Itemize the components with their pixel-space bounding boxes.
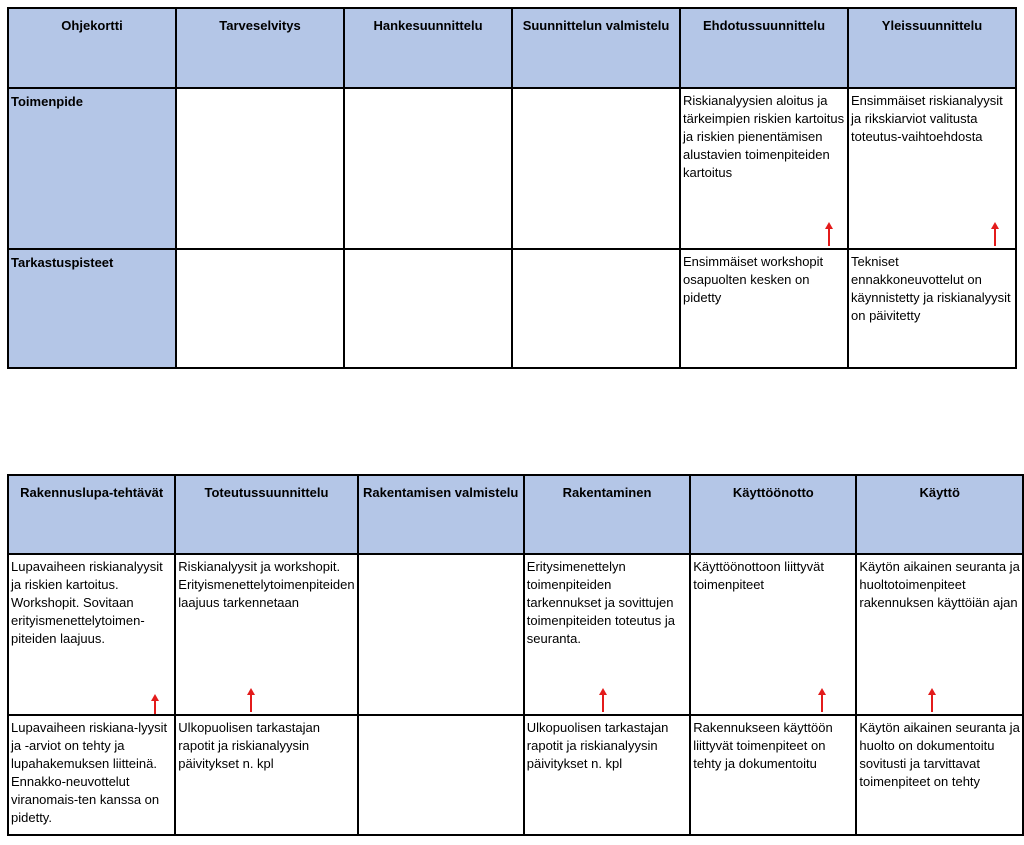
table-row	[8, 249, 1016, 368]
header-yleissuunnittelu: Yleissuunnittelu	[848, 8, 1016, 88]
red-up-arrow-icon	[927, 688, 937, 712]
row-label-tarkastuspisteet: Tarkastuspisteet	[8, 249, 176, 368]
table-cell	[512, 249, 680, 368]
table-cell-text: Riskianalyysien aloitus ja tärkeimpien riskien kartoitus ja riskien pienentämisen alustavien toimenpiteiden kartoitus	[683, 93, 845, 180]
table-row	[8, 715, 1023, 835]
header-tarveselvitys: Tarveselvitys	[176, 8, 344, 88]
row-label-toimenpide: Toimenpide	[8, 88, 176, 249]
table-cell	[344, 249, 512, 368]
header-ohjekortti: Ohjekortti	[8, 8, 176, 88]
table-cell-text: Käyttöönottoon liittyvät toimenpiteet	[693, 559, 825, 592]
header-rakentamisen-valmistelu: Rakentamisen valmistelu	[358, 475, 524, 554]
table-cell: Tekniset ennakkoneuvottelut on käynnistetty ja riskianalyysit on päivitetty	[848, 249, 1016, 368]
table-cell-text: Eritysimenettelyn toimenpiteiden tarkennukset ja sovittujen toimenpiteiden toteutus ja seuranta.	[526, 559, 675, 646]
red-up-arrow-icon	[824, 222, 834, 246]
table-cell-text: Lupavaiheen riskianalyysit ja riskien kartoitus. Workshopit. Sovitaan erityismenettelytoimen-piteiden laajuus.	[11, 559, 163, 646]
header-row	[8, 475, 1023, 554]
table-cell	[176, 88, 344, 249]
red-up-arrow-icon	[817, 688, 827, 712]
table-cell: Lupavaiheen riskiana-lyysit ja -arviot on tehty ja lupahakemuksen liitteinä. Ennakko-neuvottelut viranomais-ten kanssa on pidetty.	[8, 715, 175, 835]
red-up-arrow-icon	[598, 688, 608, 712]
table-cell: Rakennukseen käyttöön liittyvät toimenpiteet on tehty ja dokumentoitu	[690, 715, 856, 835]
header-rakentaminen: Rakentaminen	[524, 475, 690, 554]
table-cell	[680, 88, 848, 249]
header-rakennuslupatehtavat: Rakennuslupa-tehtävät	[8, 475, 175, 554]
table-cell	[848, 88, 1016, 249]
table-cell: Ulkopuolisen tarkastajan rapotit ja riskianalyysin päivitykset n. kpl	[175, 715, 357, 835]
table-cell	[690, 554, 856, 715]
table-cell	[344, 88, 512, 249]
table-cell: Käytön aikainen seuranta ja huolto on dokumentoitu sovitusti ja tarvittavat toimenpiteet on tehty	[856, 715, 1023, 835]
table-cell: Ulkopuolisen tarkastajan rapotit ja riskianalyysin päivitykset n. kpl	[524, 715, 690, 835]
header-kaytto: Käyttö	[856, 475, 1023, 554]
table-cell-text: Käytön aikainen seuranta ja huoltotoimenpiteet rakennuksen käyttöiän ajan	[859, 559, 1020, 610]
table-cell-text: Ensimmäiset riskianalyysit ja rikskiarviot valitusta toteutus-vaihtoehdosta	[851, 93, 1003, 144]
header-toteutussuunnittelu: Toteutussuunnittelu	[175, 475, 357, 554]
table-cell	[856, 554, 1023, 715]
process-table-early-phases	[7, 7, 1017, 369]
table-cell	[512, 88, 680, 249]
process-table-late-phases	[7, 474, 1024, 836]
table-cell	[175, 554, 357, 715]
header-hankesuunnittelu: Hankesuunnittelu	[344, 8, 512, 88]
table-cell	[358, 554, 524, 715]
header-kayttoonotto: Käyttöönotto	[690, 475, 856, 554]
red-up-arrow-icon	[150, 694, 160, 715]
red-up-arrow-icon	[246, 688, 256, 712]
table-row	[8, 88, 1016, 249]
red-up-arrow-icon	[990, 222, 1000, 246]
table-cell	[176, 249, 344, 368]
table-cell: Ensimmäiset workshopit osapuolten kesken on pidetty	[680, 249, 848, 368]
header-suunnittelun-valmistelu: Suunnittelun valmistelu	[512, 8, 680, 88]
table-cell-text: Riskianalyysit ja workshopit. Erityismenettelytoimenpiteiden laajuus tarkennetaan	[178, 559, 355, 610]
table-cell	[358, 715, 524, 835]
table-cell	[8, 554, 175, 715]
table-row	[8, 554, 1023, 715]
header-ehdotussuunnittelu: Ehdotussuunnittelu	[680, 8, 848, 88]
header-row	[8, 8, 1016, 88]
table-cell	[524, 554, 690, 715]
